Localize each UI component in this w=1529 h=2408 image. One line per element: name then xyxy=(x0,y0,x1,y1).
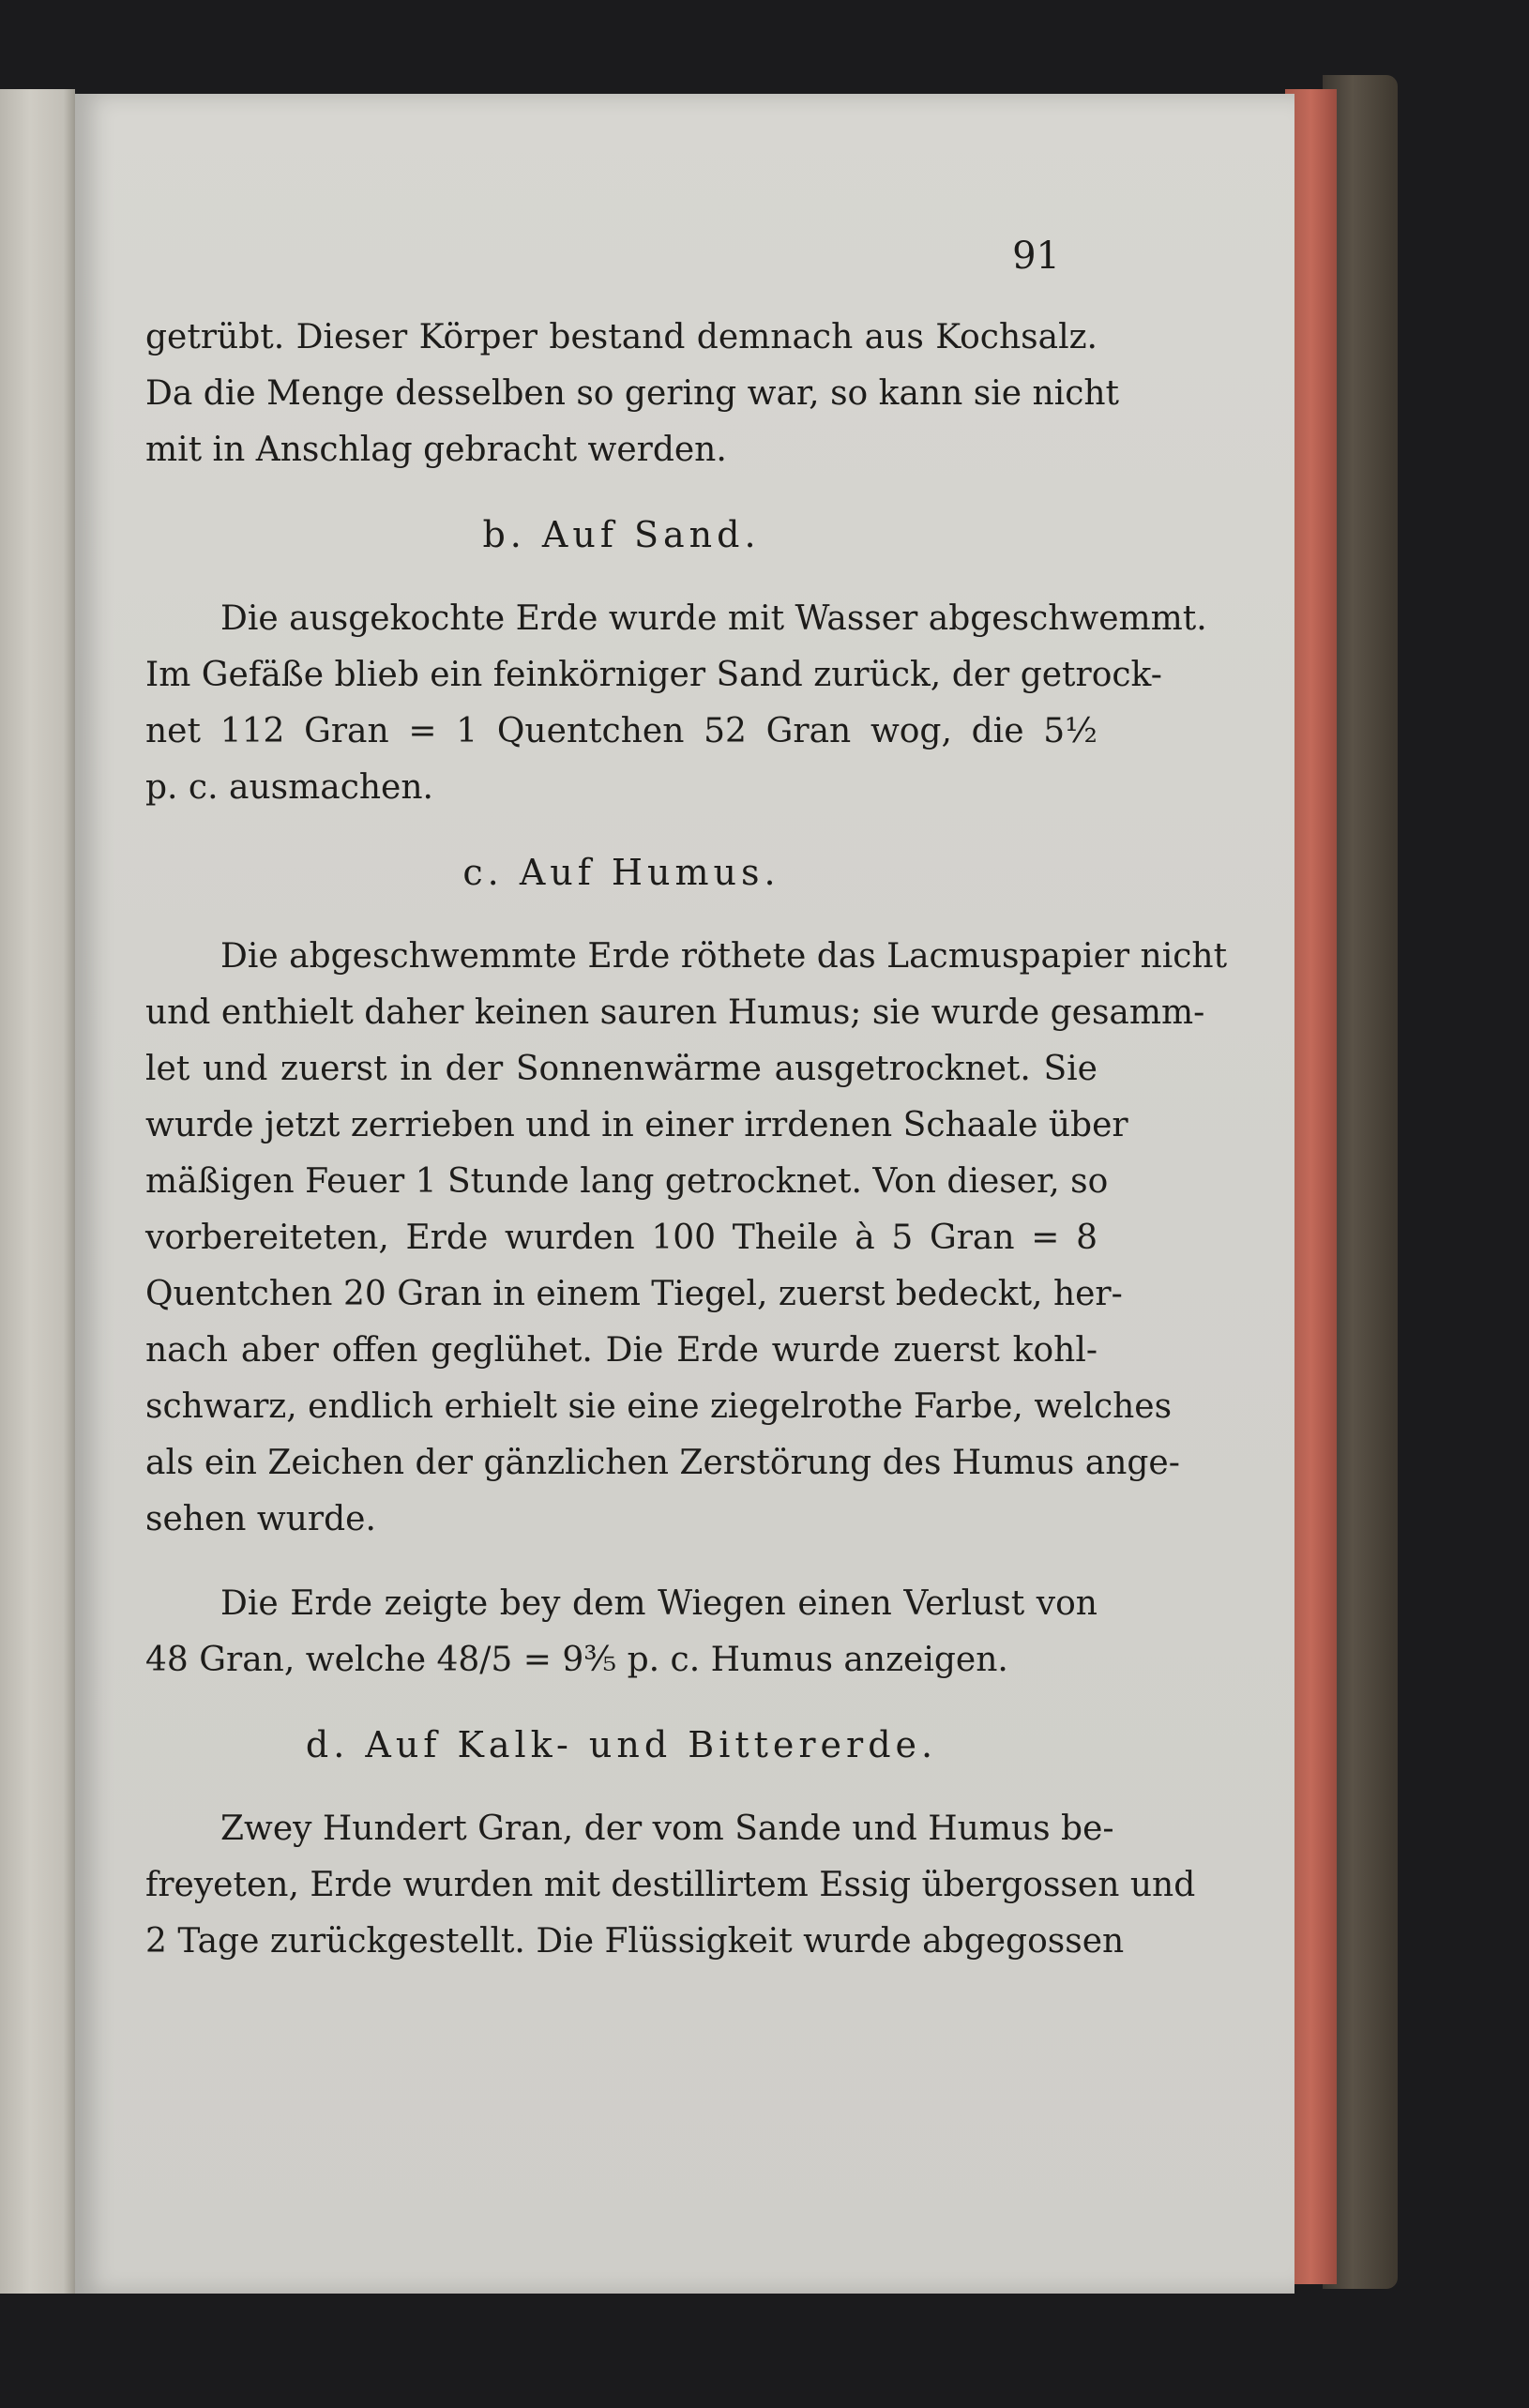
section-heading: c. Auf Humus. xyxy=(462,852,780,893)
facing-page-edge xyxy=(0,89,75,2294)
text-line: wurde jetzt zerrieben und in einer irrdenen Schaale über xyxy=(145,1106,1128,1144)
paragraph xyxy=(145,929,1228,1548)
block-gap xyxy=(145,563,1098,591)
text-line: Die abgeschwemmte Erde röthete das Lacmuspapier nicht xyxy=(220,937,1228,976)
text-line: als ein Zeichen der gänzlichen Zerstörung des Humus ange- xyxy=(145,1444,1180,1482)
text-line: und enthielt daher keinen sauren Humus; sie wurde gesamm- xyxy=(145,993,1205,1032)
paragraph xyxy=(145,591,1207,816)
text-line: mit in Anschlag gebracht werden. xyxy=(145,431,727,469)
text-line: nach aber offen geglühet. Die Erde wurde zuerst kohl- xyxy=(145,1331,1098,1370)
block-gap xyxy=(145,816,1098,844)
text-line: 48 Gran, welche 48/5 = 9⅗ p. c. Humus anzeigen. xyxy=(145,1641,1008,1679)
section-heading: d. Auf Kalk- und Bittererde. xyxy=(305,1724,938,1765)
text-line: Zwey Hundert Gran, der vom Sande und Humus be- xyxy=(220,1810,1114,1848)
paragraph xyxy=(145,1801,1196,1970)
block-gap xyxy=(145,1548,1098,1576)
text-line: net 112 Gran = 1 Quentchen 52 Gran wog, die 5½ xyxy=(145,712,1098,750)
text-line: 2 Tage zurückgestellt. Die Flüssigkeit wurde abgegossen xyxy=(145,1922,1125,1961)
text-line: Die ausgekochte Erde wurde mit Wasser abgeschwemmt. xyxy=(220,599,1207,638)
block-gap xyxy=(145,1773,1098,1801)
paragraph xyxy=(145,1576,1098,1689)
paragraph xyxy=(145,310,1120,478)
text-line: let und zuerst in der Sonnenwärme ausgetrocknet. Sie xyxy=(145,1050,1098,1088)
text-line: p. c. ausmachen. xyxy=(145,768,433,807)
text-line: Die Erde zeigte bey dem Wiegen einen Verlust von xyxy=(220,1584,1098,1623)
block-gap xyxy=(145,478,1098,507)
page-number: 91 xyxy=(1012,235,1060,278)
block-gap xyxy=(145,901,1098,929)
text-line: Quentchen 20 Gran in einem Tiegel, zuerst bedeckt, her- xyxy=(145,1275,1123,1313)
text-line: getrübt. Dieser Körper bestand demnach aus Kochsalz. xyxy=(145,318,1098,356)
text-line: vorbereiteten, Erde wurden 100 Theile à 5 Gran = 8 xyxy=(145,1219,1098,1257)
text-line: Im Gefäße blieb ein feinkörniger Sand zurück, der getrock- xyxy=(145,656,1162,694)
block-gap xyxy=(145,1689,1098,1717)
text-line: freyeten, Erde wurden mit destillirtem Essig übergossen und xyxy=(145,1866,1196,1904)
text-line: Da die Menge desselben so gering war, so kann sie nicht xyxy=(145,374,1120,413)
text-line: sehen wurde. xyxy=(145,1500,376,1538)
text-line: schwarz, endlich erhielt sie eine ziegelrothe Farbe, welches xyxy=(145,1387,1173,1426)
text-line: mäßigen Feuer 1 Stunde lang getrocknet. Von dieser, so xyxy=(145,1162,1109,1201)
page-text xyxy=(145,310,1228,1970)
section-heading: b. Auf Sand. xyxy=(482,514,761,555)
